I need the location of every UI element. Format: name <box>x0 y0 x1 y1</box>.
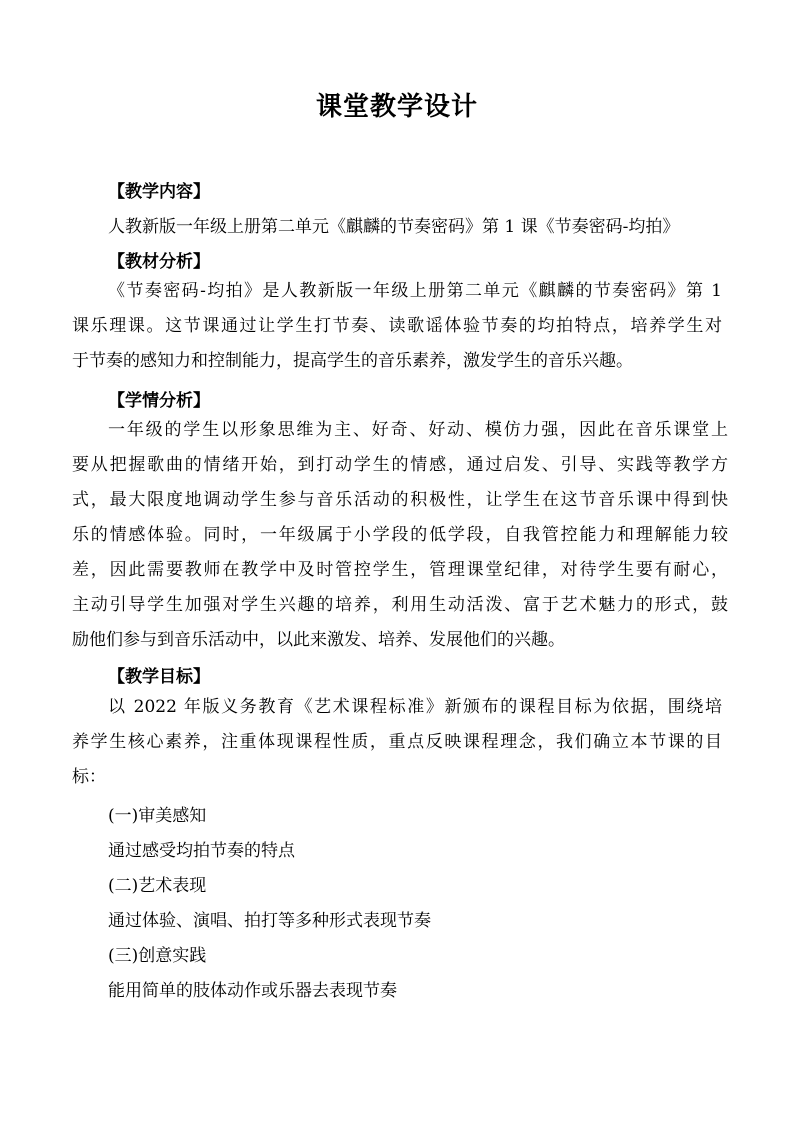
heading-student-analysis: 【学情分析】 <box>108 391 210 411</box>
heading-teaching-content: 【教学内容】 <box>108 182 210 202</box>
students-line: 差，因此需要教师在教学中及时管控学生，管理课堂纪律，对待学生要有耐心， <box>72 560 728 580</box>
student-analysis-paragraph <box>72 413 728 658</box>
material-line: 课乐理课。这节课通过让学生打节奏、读歌谣体验节奏的均拍特点，培养学生对 <box>72 316 722 336</box>
goal-item-label: (三)创意实践 <box>108 946 207 966</box>
goals-line: 以 2022 年版义务教育《艺术课程标准》新颁布的课程目标为依据，围绕培 <box>108 697 722 717</box>
students-line: 要从把握歌曲的情绪开始，到打动学生的情感，通过启发、引导、实践等教学方 <box>72 455 728 475</box>
document-title: 课堂教学设计 <box>315 92 478 122</box>
goals-line: 养学生核心素养，注重体现课程性质，重点反映课程理念，我们确立本节课的目 <box>72 732 722 752</box>
material-line: 《节奏密码-均拍》是人教新版一年级上册第二单元《麒麟的节奏密码》第 1 <box>108 281 722 301</box>
teaching-goals-paragraph <box>72 690 722 795</box>
students-line: 励他们参与到音乐活动中，以此来激发、培养、发展他们的兴趣。 <box>72 630 565 650</box>
students-line: 乐的情感体验。同时，一年级属于小学段的低学段，自我管控能力和理解能力较 <box>72 525 728 545</box>
goal-item-label: (二)艺术表现 <box>108 876 207 896</box>
students-line: 主动引导学生加强对学生兴趣的培养，利用生动活泼、富于艺术魅力的形式，鼓 <box>72 595 728 615</box>
goal-item-desc: 能用简单的肢体动作或乐器去表现节奏 <box>108 981 397 1001</box>
goal-item-desc: 通过感受均拍节奏的特点 <box>108 841 295 861</box>
teaching-content-text: 人教新版一年级上册第二单元《麒麟的节奏密码》第 1 课《节奏密码-均拍》 <box>108 217 680 237</box>
students-line: 式，最大限度地调动学生参与音乐活动的积极性，让学生在这节音乐课中得到快 <box>72 490 728 510</box>
heading-material-analysis: 【教材分析】 <box>108 252 210 272</box>
students-line: 一年级的学生以形象思维为主、好奇、好动、模仿力强，因此在音乐课堂上 <box>108 420 728 440</box>
material-analysis-paragraph <box>72 274 722 379</box>
goals-line: 标： <box>72 767 106 787</box>
material-line: 于节奏的感知力和控制能力，提高学生的音乐素养，激发学生的音乐兴趣。 <box>72 351 633 371</box>
heading-teaching-goals: 【教学目标】 <box>108 667 210 687</box>
goal-item-desc: 通过体验、演唱、拍打等多种形式表现节奏 <box>108 911 431 931</box>
goal-item-label: (一)审美感知 <box>108 806 207 826</box>
